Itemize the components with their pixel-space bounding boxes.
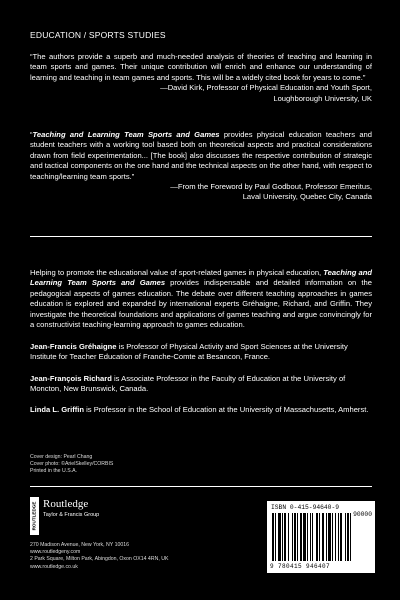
printed-in: Printed in the U.S.A. — [30, 468, 77, 474]
author-name: Linda L. Griffin — [30, 405, 84, 414]
barcode-stripe — [319, 513, 320, 561]
quote-attribution: —From the Foreword by Paul Godbout, Professor Emeritus, — [170, 182, 372, 192]
barcode-stripe — [335, 513, 336, 561]
author-bio-text: is Associate Professor in the Faculty of Education at the University of Moncton, New Brunswick, Canada. — [30, 374, 346, 394]
quote-attribution: —David Kirk, Professor of Physical Education and Youth Sport, — [160, 83, 372, 93]
book-description — [30, 268, 372, 330]
book-title: Teaching and Learning Team Sports and Games — [30, 268, 372, 288]
website-uk: www.routledge.co.uk — [30, 563, 78, 570]
publisher-logo — [30, 497, 140, 537]
barcode-stripe — [316, 513, 318, 561]
cover-credits — [30, 454, 113, 475]
address-ny: 270 Madison Avenue, New York, NY 10016 — [30, 542, 130, 548]
barcode-stripe — [282, 513, 283, 561]
barcode-stripe — [300, 513, 302, 561]
barcode-stripe — [292, 513, 293, 561]
barcode-block — [267, 501, 375, 573]
routledge-spine-icon — [30, 497, 39, 535]
description-intro: Helping to promote the educational value of sport-related games in physical education, — [30, 268, 324, 277]
barcode-stripe — [347, 513, 349, 561]
publisher-address — [30, 542, 168, 571]
barcode-stripe — [275, 513, 276, 561]
author-bio-text: is Professor in the School of Education at the University of Massachusetts, Amherst. — [84, 405, 369, 414]
barcode-stripe — [345, 513, 346, 561]
quote-text: “The authors provide a superb and much-needed analysis of theories of teaching and learning in team sports and games. Their unique contribution will enrich and enhance our understanding of learning and teaching in team games and sports. This will be a widely cited book for years to come.” — [30, 52, 372, 82]
barcode-stripe — [297, 513, 298, 561]
spine-text: ROUTLEDGE — [31, 501, 37, 531]
divider — [30, 486, 372, 487]
isbn-label: ISBN 0-415-94640-9 — [271, 504, 340, 511]
quote-attribution-affiliation: Laval University, Quebec City, Canada — [242, 192, 372, 202]
barcode-stripe — [272, 513, 274, 561]
cover-photo-credit: Cover photo: ©ArielSkelley/CORBIS — [30, 461, 114, 467]
website-ny: www.routledgeny.com — [30, 549, 81, 556]
barcode-stripe — [340, 513, 342, 561]
quote-body: provides physical education teachers and student teachers with a working tool based both on theoretical aspects and practical considerations drawn from field experimentation... [The book] also discusses the respective contribution of strategic and tactical components on the one hand and the technical aspects on the other hand, with respect to teaching/learning team sports.” — [30, 130, 372, 181]
category-label: EDUCATION / SPORTS STUDIES — [30, 30, 166, 40]
address-uk: 2 Park Square, Milton Park, Abingdon, Oxon OX14 4RN, UK — [30, 556, 169, 563]
barcode-stripe — [326, 513, 327, 561]
author-name: Jean-Francis Gréhaigne — [30, 342, 117, 351]
author-bio-grehaigne — [30, 342, 372, 363]
quote-attribution-affiliation: Loughborough University, UK — [273, 93, 372, 103]
description-body: provides indispensable and detailed information on the pedagogical aspects of games education. The debate over different teaching approaches in games education is explored and expanded by international experts Gréhaigne, Richard, and Griffin. They investigate the theoretical foundations and applications of games teaching and argue convincingly for a constructivist teaching-learning approach to games education. — [30, 278, 372, 330]
endorsement-quote-kirk — [30, 52, 372, 104]
author-name: Jean-François Richard — [30, 374, 112, 383]
publisher-name: Routledge — [43, 498, 89, 510]
barcode-stripe — [312, 513, 313, 561]
publisher-group: Taylor & Francis Group — [43, 512, 100, 518]
barcode-stripe — [310, 513, 311, 561]
quote-text — [30, 130, 372, 182]
author-bio-griffin — [30, 405, 372, 415]
barcode-stripe — [307, 513, 308, 561]
barcode-stripe — [322, 513, 324, 561]
foreword-quote-godbout — [30, 130, 372, 203]
barcode-stripe — [332, 513, 333, 561]
barcode-icon — [270, 513, 372, 563]
barcode-stripe — [328, 513, 331, 561]
barcode-stripe — [284, 513, 286, 561]
author-bio-text: is Professor of Physical Activity and Sport Sciences at the University Institute for Teacher Education of Franche-Comte at Besancon, France. — [30, 342, 348, 362]
barcode-stripe — [303, 513, 306, 561]
author-bio-richard — [30, 374, 372, 395]
divider — [30, 236, 372, 237]
barcode-stripe — [278, 513, 281, 561]
barcode-stripe — [338, 513, 339, 561]
price-code: 90000 — [353, 511, 372, 518]
cover-design-credit: Cover design: Pearl Chang — [30, 454, 93, 460]
book-title: Teaching and Learning Team Sports and Games — [32, 130, 220, 139]
ean-number: 9 780415 946407 — [270, 563, 331, 570]
open-quote: “ — [30, 130, 33, 139]
barcode-stripe — [350, 513, 351, 561]
barcode-stripe — [294, 513, 296, 561]
barcode-stripe — [288, 513, 289, 561]
